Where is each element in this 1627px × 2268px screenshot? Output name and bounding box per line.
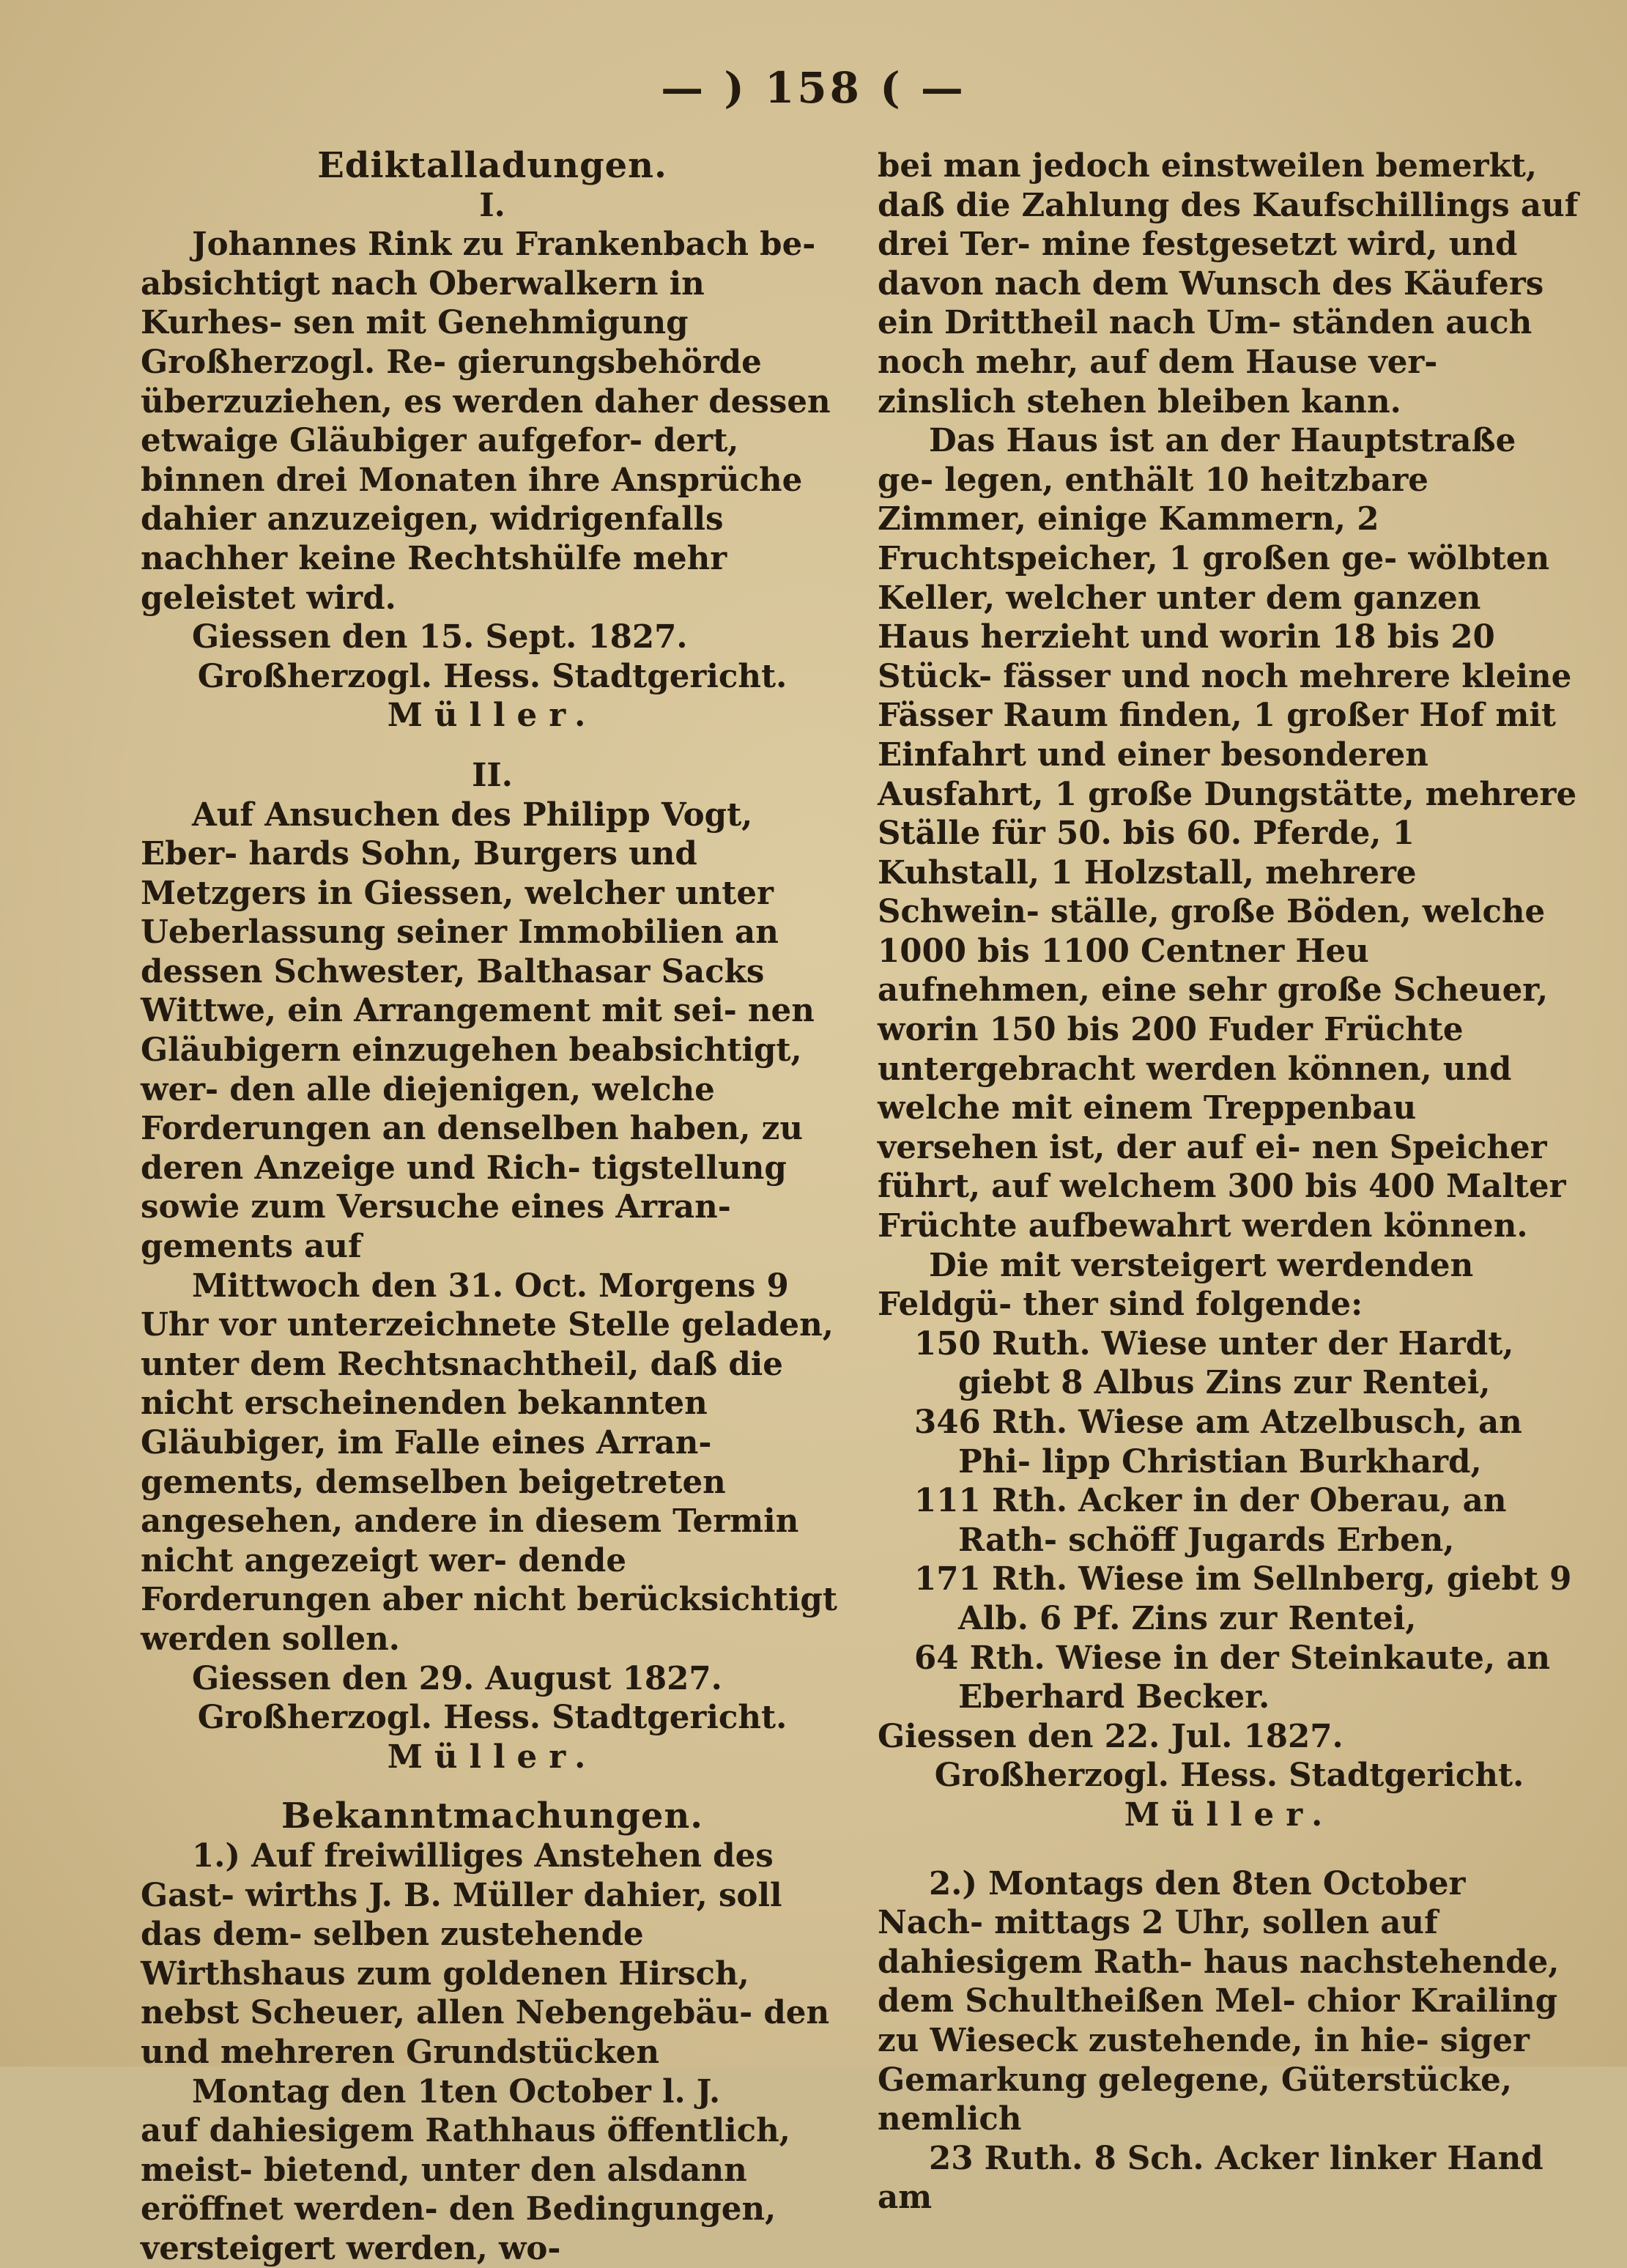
list-item: 150 Ruth. Wiese unter der Hardt, giebt 8 Albus Zins zur Rentei, — [914, 1324, 1514, 1402]
left-column — [141, 147, 844, 2268]
paragraph: 1.) Auf freiwilliges Anstehen des Gast- wirths J. B. Müller dahier, soll das dem- selben zustehende Wirthshaus zum goldenen Hirsch, nebst Scheuer, allen Nebengebäu- den und mehreren Grundstücken — [141, 1837, 830, 2071]
entry-number: II. — [472, 756, 513, 794]
paragraph: Mittwoch den 31. Oct. Morgens 9 Uhr vor unterzeichnete Stelle geladen, unter dem Rechtsnachtheil, daß die nicht erscheinenden bekannten Gläubiger, im Falle eines Arran- gements, demselben beigetreten angesehen, andere in diesem Termin nicht angezeigt wer- dende Forderungen aber nicht berücksichtigt werden sollen. — [141, 1267, 837, 1658]
spacer — [878, 1835, 1581, 1864]
paragraph: 23 Ruth. 8 Sch. Acker linker Hand am — [878, 2139, 1543, 2217]
signature-court: Großherzogl. Hess. Stadtgericht. — [197, 1699, 787, 1737]
spacer — [141, 735, 844, 756]
signature-court: Großherzogl. Hess. Stadtgericht. — [934, 1757, 1524, 1795]
signature-court: Großherzogl. Hess. Stadtgericht. — [197, 657, 787, 695]
signature-name: Müller. — [1124, 1796, 1335, 1834]
date-line: Giessen den 15. Sept. 1827. — [192, 618, 688, 656]
paragraph: Das Haus ist an der Hauptstraße ge- legen, enthält 10 heitzbare Zimmer, einige Kammern, 2 Fruchtspeicher, 1 großen ge- wölbten Keller, welcher unter dem ganzen Haus herzieht und worin 18 bis 20 Stück- fässer und noch mehrere kleine Fässer Raum finden, 1 großer Hof mit Einfahrt und einer besonderen Ausfahrt, 1 große Dungstätte, mehrere Ställe für 50. bis 60. Pferde, 1 Kuhstall, 1 Holzstall, mehrere Schwein- ställe, große Böden, welche 1000 bis 1100 Centner Heu aufnehmen, eine sehr große Scheuer, worin 150 bis 200 Fuder Früchte untergebracht werden können, und welche mit einem Treppenbau versehen ist, der auf ei- nen Speicher führt, auf welchem 300 bis 400 Malter Früchte aufbewahrt werden können. — [878, 422, 1577, 1245]
list-item: 346 Rth. Wiese am Atzelbusch, an Phi- lipp Christian Burkhard, — [914, 1404, 1522, 1480]
right-column — [878, 147, 1581, 2217]
date-line: Giessen den 29. August 1827. — [192, 1659, 722, 1697]
signature-name: Müller. — [387, 697, 598, 735]
entry-number: I. — [479, 186, 505, 224]
section-heading: Bekanntmachungen. — [281, 1796, 703, 1837]
paragraph: Auf Ansuchen des Philipp Vogt, Eber- hards Sohn, Burgers und Metzgers in Giessen, welcher unter Ueberlassung seiner Immobilien an dessen Schwester, Balthasar Sacks Wittwe, ein Arrangement mit sei- nen Gläubigern einzugehen beabsichtigt, wer- den alle diejenigen, welche Forderungen an denselben haben, zu deren Anzeige und Rich- tigstellung sowie zum Versuche eines Arran- gements auf — [141, 796, 815, 1266]
signature-name: Müller. — [387, 1738, 598, 1776]
list-item: 111 Rth. Acker in der Oberau, an Rath- schöff Jugards Erben, — [914, 1482, 1507, 1559]
date-line: Montag den 1ten October l. J. — [192, 2072, 721, 2110]
page-number: — ) 158 ( — — [661, 63, 966, 113]
paragraph: Die mit versteigert werdenden Feldgü- ther sind folgende: — [878, 1246, 1474, 1324]
paragraph: 2.) Montags den 8ten October Nach- mittags 2 Uhr, sollen auf dahiesigem Rath- haus nachstehende, dem Schultheißen Mel- chior Krailing zu Wieseck zustehende, in hie- siger Gemarkung gelegene, Güterstücke, nemlich — [878, 1864, 1560, 2138]
date-line: Giessen den 22. Jul. 1827. — [878, 1717, 1344, 1755]
list-item: 64 Rth. Wiese in der Steinkaute, an Eberhard Becker. — [914, 1639, 1551, 1716]
paragraph: bei man jedoch einstweilen bemerkt, daß die Zahlung des Kaufschillings auf drei Ter- mine festgesetzt wird, und davon nach dem Wunsch des Käufers ein Drittheil nach Um- ständen auch noch mehr, auf dem Hause ver- zinslich stehen bleiben kann. — [878, 147, 1579, 420]
list-item: 171 Rth. Wiese im Sellnberg, giebt 9 Alb. 6 Pf. Zins zur Rentei, — [914, 1560, 1572, 1637]
section-heading: Ediktalladungen. — [317, 145, 667, 186]
spacer — [141, 1776, 844, 1797]
paragraph: Johannes Rink zu Frankenbach be- absichtigt nach Oberwalkern in Kurhes- sen mit Genehmigung Großherzogl. Re- gierungsbehörde überzuziehen, es werden daher dessen etwaige Gläubiger aufgefor- dert, binnen drei Monaten ihre Ansprüche dahier anzuzeigen, widrigenfalls nachher keine Rechtshülfe mehr geleistet wird. — [141, 226, 831, 617]
paragraph: auf dahiesigem Rathhaus öffentlich, meist- bietend, unter den alsdann eröffnet werden- den Bedingungen, versteigert werden, wo- — [141, 2112, 790, 2267]
